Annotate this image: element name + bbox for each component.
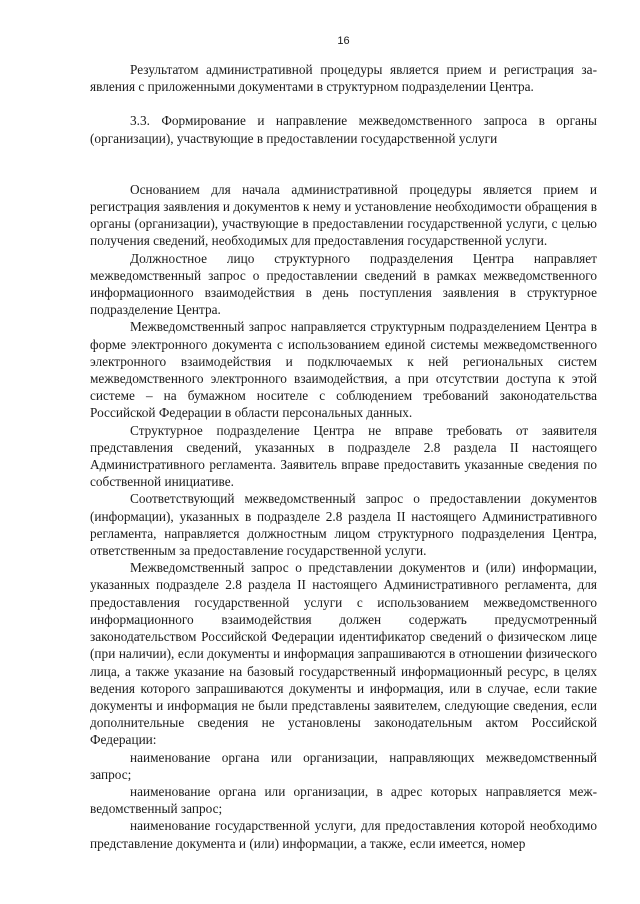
paragraph-official: Должностное лицо структурного подразделения Центра направляет межведомственный запрос о предоставлении сведений в рамках межведомственного информационного взаимодействия в день поступления заявления в структурное подразделение Центра. [90, 250, 597, 318]
list-item-service-name: наименование государственной услуги, для предоставления которой необходимо представление документа и (или) информации, а также, если имеется, номер [90, 818, 597, 851]
section-heading: 3.3. Формирование и направление межведомственного запроса в органы (организации), участвующие в предоставлении государственной услуги [90, 113, 597, 146]
paragraph-electronic-request: Межведомственный запрос направляется структурным подразделением Центра в форме электронного документа с использованием единой системы межведомственного электронного взаимодействия и подключаемых к ней региональных систем межведомственного электронного взаимодействия, а при отсутствии доступа к этой системе – на бумажном носителе с соблюдением требований законодательства Российской Федерации в области персональных данных. [90, 319, 597, 421]
document-page [90, 34, 597, 852]
list-item-sender-name: наименование органа или организации, направляющих межведомственный запрос; [90, 749, 597, 782]
paragraph-result: Результатом административной процедуры является прием и регистрация заявления с приложенными документами в структурном подразделении Центра. [90, 62, 597, 95]
paragraph-corresponding-request: Соответствующий межведомственный запрос о предоставлении документов (информации), указанных в подразделе 2.8 раздела II настоящего Административного регламента, направляется должностным лицом структурного подразделения Центра, ответственным за предоставление государственной услуги. [90, 491, 597, 559]
paragraph-basis: Основанием для начала административной процедуры является прием и регистрация заявления и документов к нему и установление необходимости обращения в органы (организации), участвующие в предоставлении государственной услуги, с целью получения сведений, необходимых для предоставления государственной услуги. [90, 181, 597, 249]
paragraph-request-content: Межведомственный запрос о представлении документов и (или) информации, указанных подразделе 2.8 раздела II настоящего Административного регламента, для предоставления государственной услуги с использованием межведомственного информационного взаимодействия должен содержать предусмотренный законодательством Российской Федерации идентификатор сведений о физическом лице (при наличии), если документы и информация запрашиваются в отношении физического лица, а также указание на базовый государственный информационный ресурс, в целях ведения которого запрашиваются документы и информация, или в случае, если такие документы и информация не были представлены заявителем, следующие сведения, если дополнительные сведения не установлены законодательным актом Российской Федерации: [90, 560, 597, 748]
list-item-recipient-name: наименование органа или организации, в адрес которых направляется межведомственный запрос; [90, 783, 597, 817]
paragraph-no-require: Структурное подразделение Центра не вправе требовать от заявителя представления сведений, указанных в подразделе 2.8 раздела II настоящего Административного регламента. Заявитель вправе предоставить указанные сведения по собственной инициативе. [90, 422, 597, 490]
page-number: 16 [337, 35, 350, 47]
